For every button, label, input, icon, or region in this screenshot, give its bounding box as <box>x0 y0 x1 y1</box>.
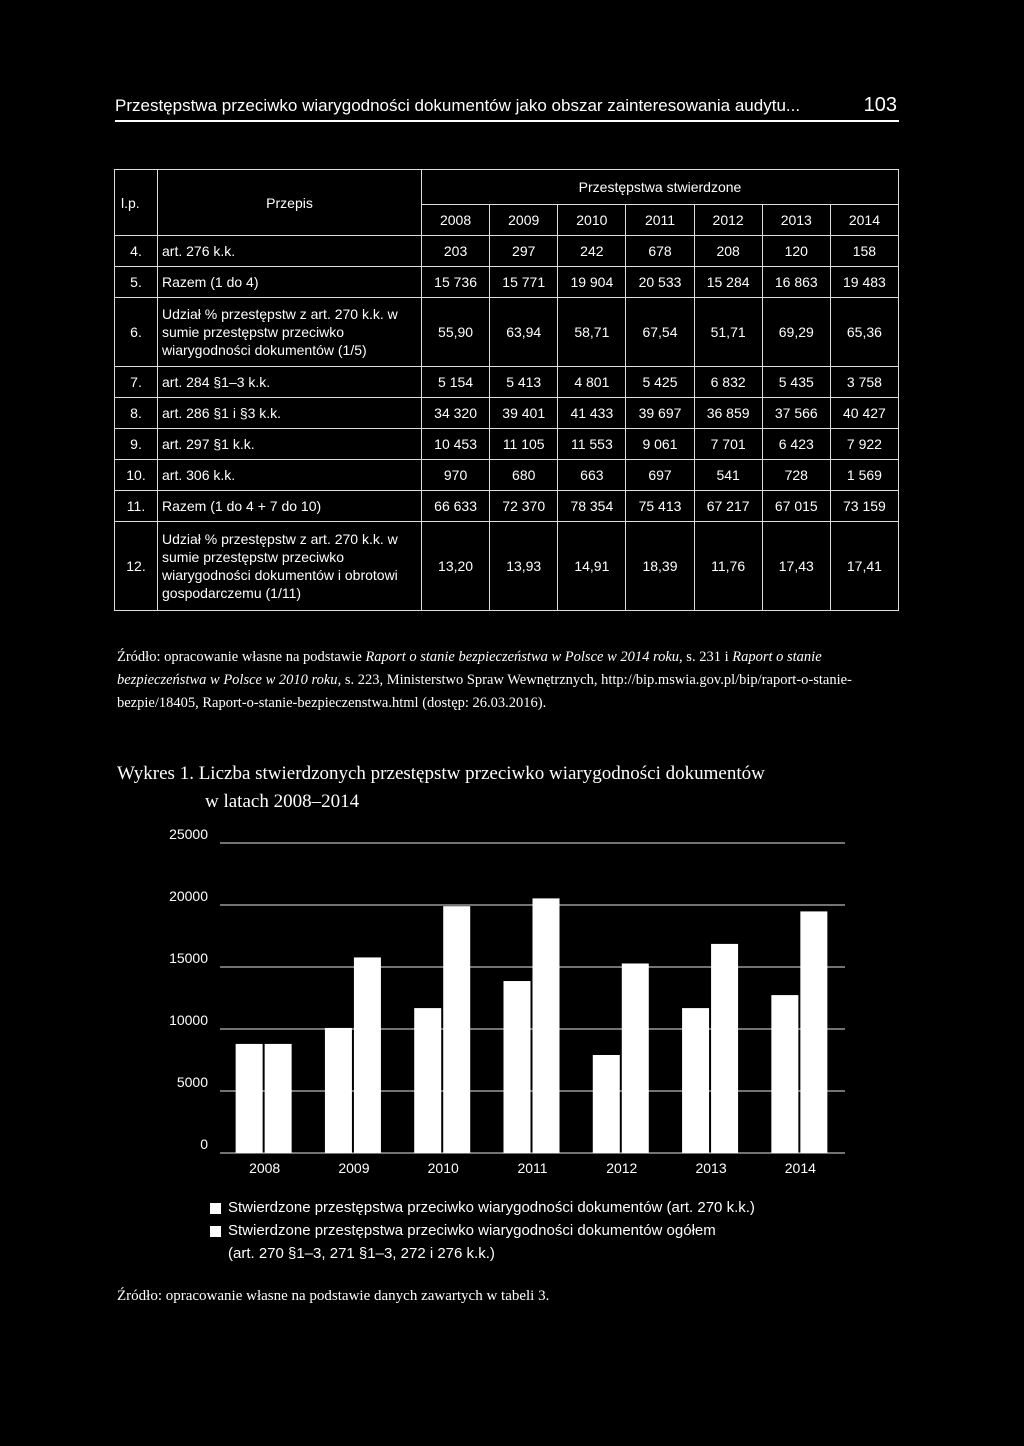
row-value: 3 758 <box>830 367 898 398</box>
row-value: 203 <box>422 236 490 267</box>
row-value: 728 <box>762 460 830 491</box>
row-przepis: Razem (1 do 4) <box>158 267 422 298</box>
legend-swatch <box>210 1203 221 1214</box>
bar-chart <box>150 825 870 1185</box>
row-value: 14,91 <box>558 522 626 611</box>
row-value: 678 <box>626 236 694 267</box>
row-value: 19 483 <box>830 267 898 298</box>
year-header: 2012 <box>694 205 762 236</box>
row-value: 69,29 <box>762 298 830 367</box>
row-value: 1 569 <box>830 460 898 491</box>
year-header: 2014 <box>830 205 898 236</box>
table-source <box>117 646 899 715</box>
y-tick-label: 25000 <box>169 826 208 842</box>
table-row <box>115 298 899 367</box>
row-value: 6 423 <box>762 429 830 460</box>
page-number: 103 <box>863 94 897 116</box>
bar <box>325 1028 352 1153</box>
y-tick-label: 15000 <box>169 950 208 966</box>
row-value: 20 533 <box>626 267 694 298</box>
x-tick-label: 2009 <box>338 1160 370 1176</box>
legend-label: Stwierdzone przestępstwa przeciwko wiarygodności dokumentów (art. 270 k.k.) <box>228 1199 755 1216</box>
lp-header: l.p. <box>115 170 158 236</box>
crime-table <box>114 169 899 611</box>
table-row <box>115 460 899 491</box>
row-value: 697 <box>626 460 694 491</box>
row-przepis: Udział % przestępstw z art. 270 k.k. w sumie przestępstw przeciwko wiarygodności dokumentów i obrotowi gospodarczemu (1/11) <box>158 522 422 611</box>
row-value: 5 154 <box>422 367 490 398</box>
row-value: 37 566 <box>762 398 830 429</box>
row-value: 541 <box>694 460 762 491</box>
x-tick-label: 2012 <box>606 1160 638 1176</box>
bar <box>711 944 738 1153</box>
source-title-2: Raport o stanie bezpieczeństwa w Polsce w 2010 roku <box>117 649 822 688</box>
row-przepis: Udział % przestępstw z art. 270 k.k. w sumie przestępstw przeciwko wiarygodności dokumentów (1/5) <box>158 298 422 367</box>
row-value: 10 453 <box>422 429 490 460</box>
source-title-1: Raport o stanie bezpieczeństwa w Polsce w 2014 roku <box>365 649 680 665</box>
year-header: 2011 <box>626 205 694 236</box>
year-header: 2010 <box>558 205 626 236</box>
row-value: 16 863 <box>762 267 830 298</box>
row-value: 242 <box>558 236 626 267</box>
row-value: 15 771 <box>490 267 558 298</box>
row-przepis: art. 286 §1 i §3 k.k. <box>158 398 422 429</box>
year-header: 2013 <box>762 205 830 236</box>
row-lp: 12. <box>115 522 158 611</box>
source-prefix: Źródło: opracowanie własne na podstawie <box>117 649 366 665</box>
row-value: 58,71 <box>558 298 626 367</box>
row-value: 158 <box>830 236 898 267</box>
row-value: 67 015 <box>762 491 830 522</box>
table-row <box>115 522 899 611</box>
row-lp: 6. <box>115 298 158 367</box>
group-header: Przestępstwa stwierdzone <box>422 170 899 205</box>
bar <box>504 981 531 1153</box>
bar <box>800 911 827 1153</box>
bar <box>354 957 381 1153</box>
row-value: 72 370 <box>490 491 558 522</box>
row-value: 297 <box>490 236 558 267</box>
y-tick-label: 0 <box>200 1136 208 1152</box>
year-header: 2009 <box>490 205 558 236</box>
row-value: 11 553 <box>558 429 626 460</box>
row-value: 15 284 <box>694 267 762 298</box>
row-value: 208 <box>694 236 762 267</box>
chart-source: Źródło: opracowanie własne na podstawie danych zawartych w tabeli 3. <box>117 1288 550 1304</box>
row-value: 17,43 <box>762 522 830 611</box>
row-value: 970 <box>422 460 490 491</box>
chart-caption <box>117 760 899 816</box>
row-value: 63,94 <box>490 298 558 367</box>
row-przepis: art. 276 k.k. <box>158 236 422 267</box>
row-value: 18,39 <box>626 522 694 611</box>
row-value: 13,20 <box>422 522 490 611</box>
bar <box>593 1055 620 1153</box>
bar <box>443 906 470 1153</box>
x-tick-label: 2008 <box>249 1160 281 1176</box>
chart-legend <box>210 1196 860 1265</box>
row-value: 39 697 <box>626 398 694 429</box>
row-value: 9 061 <box>626 429 694 460</box>
row-value: 7 922 <box>830 429 898 460</box>
chart-caption-line1: Wykres 1. Liczba stwierdzonych przestępstw przeciwko wiarygodności dokumentów <box>117 763 765 784</box>
row-value: 51,71 <box>694 298 762 367</box>
row-value: 11 105 <box>490 429 558 460</box>
table-row <box>115 367 899 398</box>
row-value: 40 427 <box>830 398 898 429</box>
row-value: 67 217 <box>694 491 762 522</box>
row-value: 13,93 <box>490 522 558 611</box>
year-header: 2008 <box>422 205 490 236</box>
row-value: 73 159 <box>830 491 898 522</box>
x-tick-label: 2011 <box>517 1160 548 1176</box>
bar <box>682 1008 709 1153</box>
chart-caption-line2: w latach 2008–2014 <box>205 791 360 812</box>
przepis-header: Przepis <box>158 170 422 236</box>
row-value: 11,76 <box>694 522 762 611</box>
row-value: 67,54 <box>626 298 694 367</box>
row-value: 4 801 <box>558 367 626 398</box>
legend-swatch <box>210 1226 221 1237</box>
table-row <box>115 398 899 429</box>
bar <box>414 1008 441 1153</box>
row-przepis: art. 284 §1–3 k.k. <box>158 367 422 398</box>
row-value: 19 904 <box>558 267 626 298</box>
row-przepis: art. 306 k.k. <box>158 460 422 491</box>
y-tick-label: 5000 <box>176 1074 208 1090</box>
x-tick-label: 2013 <box>695 1160 727 1176</box>
row-value: 5 413 <box>490 367 558 398</box>
row-value: 34 320 <box>422 398 490 429</box>
row-value: 663 <box>558 460 626 491</box>
source-suffix: , s. 223, Ministerstwo Spraw Wewnętrznych, http://bip.mswia.gov.pl/bip/raport-o-stanie-bezpie/18405, Raport-o-stanie-bezpieczenstwa.html (dostęp: 26.03.2016). <box>117 672 852 711</box>
bar <box>533 898 560 1153</box>
x-tick-label: 2014 <box>784 1160 816 1176</box>
row-value: 5 425 <box>626 367 694 398</box>
row-value: 36 859 <box>694 398 762 429</box>
bar <box>265 1044 292 1153</box>
row-lp: 7. <box>115 367 158 398</box>
row-value: 78 354 <box>558 491 626 522</box>
y-tick-label: 20000 <box>169 888 208 904</box>
row-lp: 10. <box>115 460 158 491</box>
row-value: 17,41 <box>830 522 898 611</box>
row-lp: 9. <box>115 429 158 460</box>
row-value: 120 <box>762 236 830 267</box>
row-przepis: Razem (1 do 4 + 7 do 10) <box>158 491 422 522</box>
legend-item-2 <box>210 1219 860 1265</box>
y-tick-label: 10000 <box>169 1012 208 1028</box>
row-value: 7 701 <box>694 429 762 460</box>
legend-item-1 <box>210 1196 860 1219</box>
table-row <box>115 491 899 522</box>
row-value: 65,36 <box>830 298 898 367</box>
bar <box>236 1044 263 1153</box>
row-value: 55,90 <box>422 298 490 367</box>
table-row <box>115 267 899 298</box>
row-przepis: art. 297 §1 k.k. <box>158 429 422 460</box>
row-value: 6 832 <box>694 367 762 398</box>
source-mid: , s. 231 i <box>679 649 733 665</box>
header-title: Przestępstwa przeciwko wiarygodności dokumentów jako obszar zainteresowania audytu... <box>115 96 801 115</box>
running-header <box>115 94 899 122</box>
row-lp: 8. <box>115 398 158 429</box>
row-value: 41 433 <box>558 398 626 429</box>
row-value: 39 401 <box>490 398 558 429</box>
row-value: 75 413 <box>626 491 694 522</box>
row-value: 66 633 <box>422 491 490 522</box>
bar <box>771 995 798 1153</box>
row-value: 5 435 <box>762 367 830 398</box>
legend-label: Stwierdzone przestępstwa przeciwko wiarygodności dokumentów ogółem <box>228 1222 716 1239</box>
legend-label-cont: (art. 270 §1–3, 271 §1–3, 272 i 276 k.k.) <box>228 1245 495 1262</box>
row-value: 15 736 <box>422 267 490 298</box>
bar <box>622 963 649 1153</box>
table-row <box>115 236 899 267</box>
row-value: 680 <box>490 460 558 491</box>
x-tick-label: 2010 <box>427 1160 459 1176</box>
row-lp: 4. <box>115 236 158 267</box>
table-row <box>115 429 899 460</box>
row-lp: 5. <box>115 267 158 298</box>
row-lp: 11. <box>115 491 158 522</box>
